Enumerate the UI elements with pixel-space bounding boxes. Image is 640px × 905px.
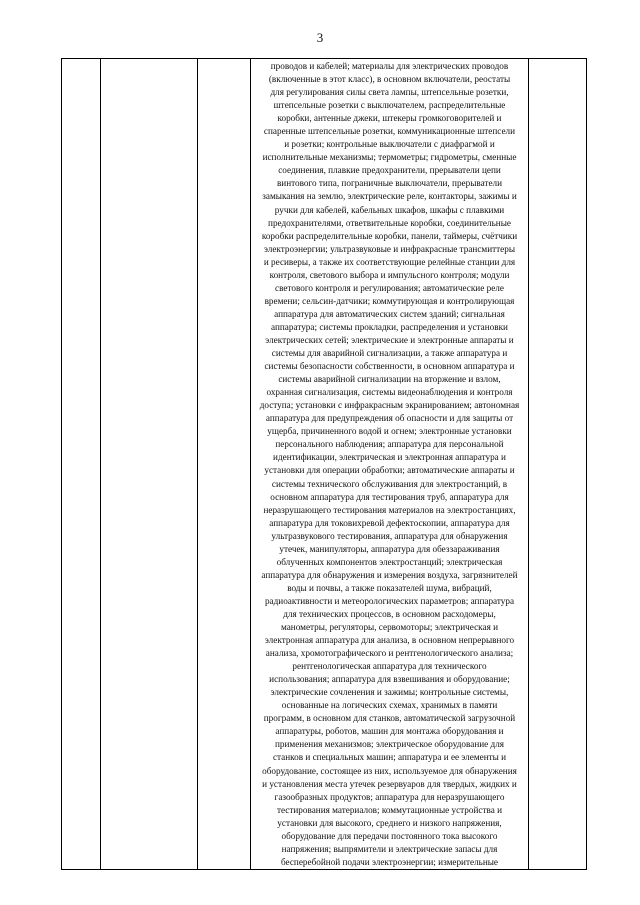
description-line: использования; аппаратура для взвешивания и оборудование; bbox=[269, 674, 510, 685]
description-line: системы аварийной сигнализации на вторжение и взлом, bbox=[278, 374, 501, 385]
table-cell-empty-5 bbox=[529, 59, 587, 870]
description-line: охранная сигнализация, системы видеонаблюдения и контроля bbox=[266, 387, 513, 398]
description-line: манометры, регуляторы, сервомоторы; электрическая и bbox=[280, 622, 499, 633]
description-line: для технических процессов, в основном расходомеры, bbox=[283, 608, 496, 619]
description-line: системы технического обслуживания для электростанций, в bbox=[271, 478, 508, 489]
description-line: винтового типа, пограничные выключатели, прерыватели bbox=[276, 178, 503, 189]
description-line: аппаратуры, роботов, машин для монтажа оборудования и bbox=[275, 726, 504, 737]
description-line: ультразвукового тестирования, аппаратура для обнаружения bbox=[271, 530, 508, 541]
description-line: и установления места утечек резервуаров для твердых, жидких и bbox=[262, 778, 517, 789]
table-cell-goods-description bbox=[251, 59, 529, 870]
description-line: ручки для кабелей, кабельных шкафов, шкафы с плавкими bbox=[274, 204, 505, 215]
description-line: газообразных продуктов; аппаратура для неразрушающего bbox=[274, 791, 505, 802]
description-line: оборудование для передачи постоянного тока высокого bbox=[281, 830, 498, 841]
description-line: применения механизмов; электрическое оборудование для bbox=[274, 739, 505, 750]
table-cell-number bbox=[62, 59, 101, 870]
description-line: и розетки; контрольные выключатели с диафрагмой и bbox=[284, 139, 495, 150]
description-line: и ресиверы, а также их соответствующие релейные станции для bbox=[263, 256, 516, 267]
description-line: бесперебойной подачи электроэнергии; измерительные bbox=[280, 856, 499, 867]
description-line: электронная аппаратура для анализа, в основном непрерывного bbox=[264, 635, 515, 646]
description-line: аппаратура; системы прокладки, распределения и установки bbox=[271, 321, 508, 332]
description-line: замыкания на землю, электрические реле, контакторы, зажимы и bbox=[262, 191, 517, 202]
description-line: анализа, хромотографического и рентгенологического анализа; bbox=[265, 648, 514, 659]
table-cell-empty-2 bbox=[101, 59, 198, 870]
description-line: для регулирования силы света лампы, штепсельные розетки, bbox=[270, 87, 509, 98]
description-line: станков и специальных машин; аппаратура и ее элементы и bbox=[272, 752, 507, 763]
description-line: аппаратура для токовихревой дефектоскопии, аппаратура для bbox=[269, 517, 510, 528]
description-line: программ, в основном для станков, автоматической загрузочной bbox=[263, 713, 516, 724]
description-line: соединения, плавкие предохранители, прерыватели цепи bbox=[278, 165, 501, 176]
description-line: (включенные в этот класс), в основном включатели, реостаты bbox=[268, 74, 511, 85]
description-line: неразрушающего тестирования материалов на электростанциях, bbox=[263, 504, 516, 515]
description-line: доступа; установки с инфракрасным экранированием; автономная bbox=[259, 400, 520, 411]
page-number: 3 bbox=[316, 30, 324, 45]
description-line: утечек, манипуляторы, аппаратура для обеззараживания bbox=[279, 543, 500, 554]
classification-table bbox=[61, 58, 581, 867]
description-line: штепсельные розетки с выключателем, распределительные bbox=[273, 100, 506, 111]
description-line: напряжения; выпрямители и электрические запасы для bbox=[281, 843, 498, 854]
description-line: предохранителями, ответвительные коробки, соединительные bbox=[268, 217, 511, 228]
description-line: светового контроля и регулирования; автоматические реле bbox=[275, 282, 504, 293]
description-line: ущерба, причиненного водой и огнем; электронные установки bbox=[267, 426, 512, 437]
description-line: облученных компонентов электростанций; электрическая bbox=[276, 556, 503, 567]
description-line: системы для аварийной сигнализации, а также аппаратура и bbox=[271, 348, 508, 359]
description-line: аппаратура для обнаружения и измерения воздуха, загрязнителей bbox=[261, 569, 518, 580]
description-line: проводов и кабелей; материалы для электрических проводов bbox=[270, 61, 509, 71]
goods-description-text bbox=[251, 59, 528, 869]
description-line: системы безопасности собственности, в основном аппаратура и bbox=[264, 361, 515, 372]
description-line: установки для высокого, среднего и низкого напряжения, bbox=[277, 817, 502, 828]
description-line: идентификации, электрическая и электронная аппаратура и bbox=[273, 452, 506, 463]
description-line: оборудование, состоящее из них, используемое для обнаружения bbox=[262, 765, 517, 776]
description-line: электрических сетей; электрические и электронные аппараты и bbox=[265, 334, 514, 345]
description-line: аппаратура для предупреждения об опасности и для защиты от bbox=[265, 413, 514, 424]
description-line: коробки распределительные коробки, панели, таймеры, счётчики bbox=[261, 230, 518, 241]
description-line: электрические сочленения и зажимы; контрольные системы, bbox=[270, 687, 509, 698]
table-row bbox=[62, 59, 587, 870]
description-line: электроэнергии; ультразвуковые и инфракрасные трансмиттеры bbox=[263, 243, 516, 254]
description-line: основанные на логических схемах, хранимых в памяти bbox=[281, 700, 498, 711]
description-line: контроля, светового выбора и импульсного контроля; модули bbox=[269, 269, 510, 280]
description-line: установки для операции обработки; автоматические аппараты и bbox=[264, 465, 515, 476]
description-line: коробки, антенные джеки, штекеры громкоговорителей и bbox=[277, 113, 502, 124]
description-line: времени; сельсин-датчики; коммутирующая и контролирующая bbox=[264, 295, 515, 306]
description-line: исполнительные механизмы; термометры; гидрометры, сменные bbox=[262, 152, 517, 163]
table-cell-empty-3 bbox=[198, 59, 251, 870]
description-line: радиоактивности и метеорологических параметров; аппаратура bbox=[264, 595, 515, 606]
description-line: спаренные штепсельные розетки, коммуникационные штепсели bbox=[263, 126, 516, 137]
description-line: тестирования материалов; коммутационные устройства и bbox=[276, 804, 503, 815]
description-line: рентгенологическая аппаратура для технического bbox=[292, 661, 487, 672]
goods-table bbox=[61, 58, 587, 870]
description-line: персонального наблюдения; аппаратура для персональной bbox=[275, 439, 504, 450]
description-line: аппаратура для автоматических систем зданий; сигнальная bbox=[274, 308, 505, 319]
description-line: основном аппаратура для тестирования труб, аппаратура для bbox=[270, 491, 509, 502]
description-line: воды и почвы, а также показателей шума, вибраций, bbox=[287, 582, 492, 593]
